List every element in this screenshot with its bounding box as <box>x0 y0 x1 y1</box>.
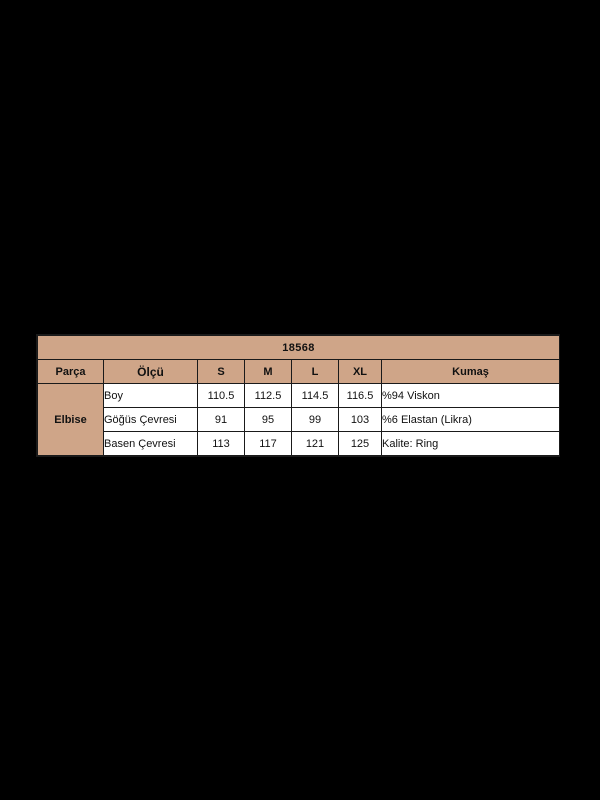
column-header-s: S <box>198 360 245 384</box>
product-code-title: 18568 <box>38 336 560 360</box>
measure-name-cell: Boy <box>104 384 198 408</box>
column-header-measure: Ölçü <box>104 360 198 384</box>
table-row <box>38 432 560 456</box>
fabric-cell: Kalite: Ring <box>382 432 560 456</box>
part-label-cell: Elbise <box>38 384 104 456</box>
value-cell-xl: 116.5 <box>339 384 382 408</box>
value-cell-m: 117 <box>245 432 292 456</box>
measure-name-cell: Basen Çevresi <box>104 432 198 456</box>
value-cell-l: 121 <box>292 432 339 456</box>
table-title-row <box>38 336 560 360</box>
column-header-l: L <box>292 360 339 384</box>
value-cell-s: 113 <box>198 432 245 456</box>
value-cell-l: 114.5 <box>292 384 339 408</box>
value-cell-s: 91 <box>198 408 245 432</box>
column-header-fabric: Kumaş <box>382 360 560 384</box>
value-cell-s: 110.5 <box>198 384 245 408</box>
column-header-xl: XL <box>339 360 382 384</box>
column-header-part: Parça <box>38 360 104 384</box>
fabric-cell: %6 Elastan (Likra) <box>382 408 560 432</box>
table-header-row <box>38 360 560 384</box>
fabric-cell: %94 Viskon <box>382 384 560 408</box>
value-cell-m: 95 <box>245 408 292 432</box>
size-chart-panel <box>36 334 560 457</box>
value-cell-m: 112.5 <box>245 384 292 408</box>
value-cell-l: 99 <box>292 408 339 432</box>
table-row <box>38 408 560 432</box>
value-cell-xl: 103 <box>339 408 382 432</box>
measure-name-cell: Göğüs Çevresi <box>104 408 198 432</box>
value-cell-xl: 125 <box>339 432 382 456</box>
size-chart-table <box>37 335 560 456</box>
column-header-m: M <box>245 360 292 384</box>
table-row <box>38 384 560 408</box>
